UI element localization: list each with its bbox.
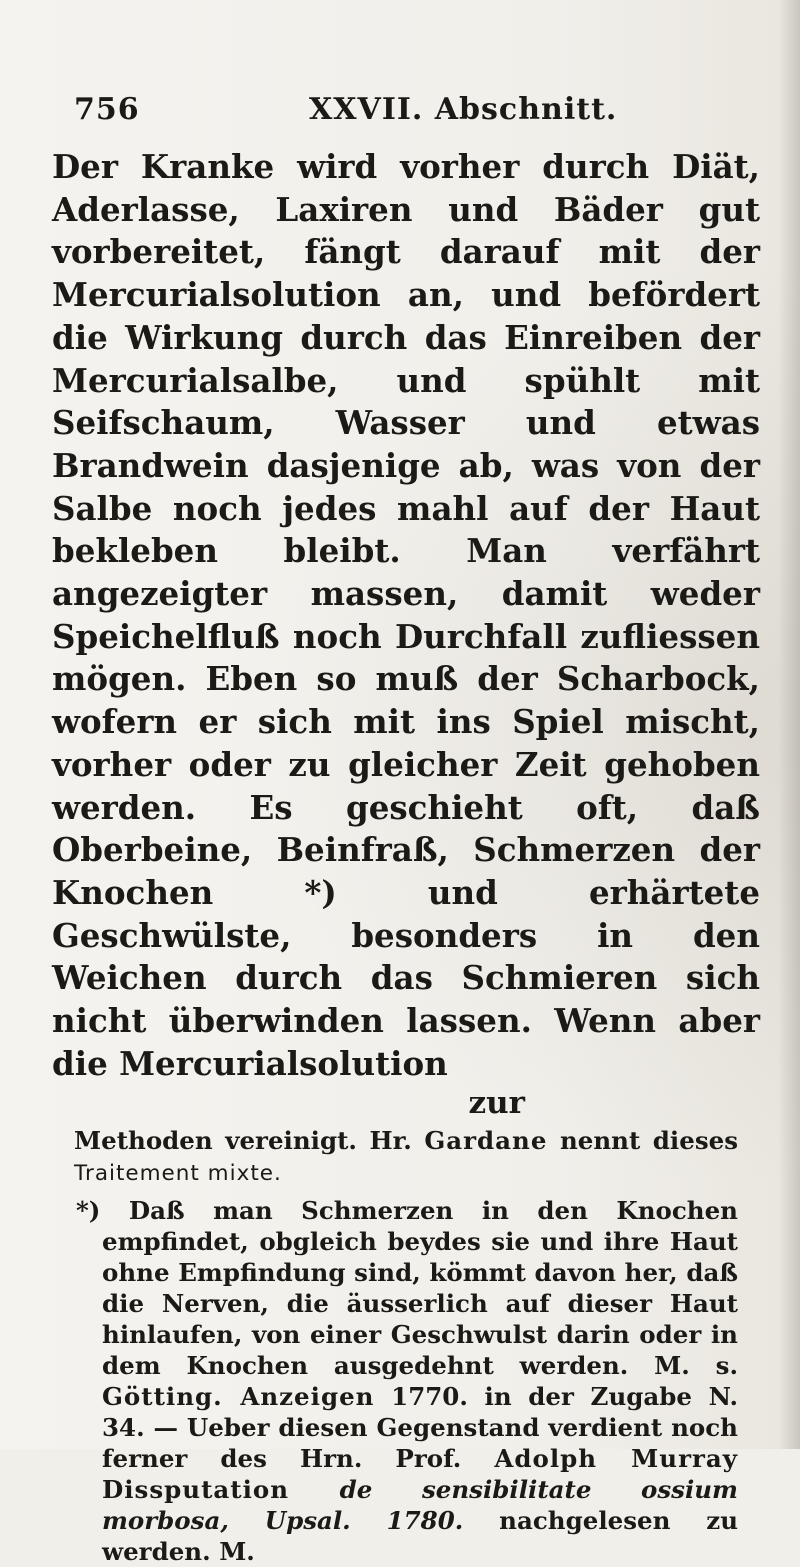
footnote-marker: *)	[76, 1196, 101, 1226]
footnote-dissertation-title: de sensibilitate ossium morbosa, Upsal. 1780.	[102, 1475, 738, 1536]
note-text-before: Methoden vereinigt. Hr.	[74, 1126, 425, 1156]
footnote-text-before: Daß man Schmerzen in den Knochen empfindet, obgleich beydes sie und ihre Haut ohne Empfindung sind, kömmt davon her, daß die Nerven, die äusserlich auf dieser Haut hinlaufen, von einer Geschwulst darin oder in dem Knochen ausgedehnt werden. M. s.	[102, 1196, 738, 1381]
chapter-title: XXVII. Abschnitt.	[309, 92, 618, 127]
footnote-closing: nachgelesen zu werden.	[102, 1506, 739, 1567]
page-number: 756	[74, 92, 140, 127]
footnote-text-dash: — Ueber diesen Gegenstand verdient noch ferner des Hrn. Prof.	[102, 1413, 738, 1474]
note-latin-term: Traitement mixte.	[74, 1161, 282, 1187]
footnote-issue-number: N. 34.	[102, 1382, 738, 1443]
footnote-journal-ref: Götting. Anzeigen	[102, 1382, 375, 1412]
note-text-middle: nennt dieses	[547, 1126, 739, 1156]
catchword: zur	[468, 1085, 525, 1122]
note-author-name: Gardane	[424, 1126, 548, 1156]
footnote-author: Adolph Murray	[494, 1444, 738, 1474]
footnote-dissertation-label: Dissputation	[102, 1475, 340, 1505]
note-continuation	[74, 1125, 738, 1189]
footnote	[74, 1195, 738, 1567]
footnote-signature: M.	[219, 1537, 255, 1567]
main-paragraph: Der Kranke wird vorher durch Diät, Aderlasse, Laxiren und Bäder gut vorbereitet, fängt darauf mit der Mercurialsolution an, und befördert die Wirkung durch das Einreiben der Mercurialsalbe, und spühlt mit Seifschaum, Wasser und etwas Brandwein dasjenige ab, was von der Salbe noch jedes mahl auf der Haut bekleben bleibt. Man verfährt angezeigter massen, damit weder Speichelfluß noch Durchfall zufliessen mögen. Eben so muß der Scharbock, wofern er sich mit ins Spiel mischt, vorher oder zu gleicher Zeit gehoben werden. Es geschieht oft, daß Oberbeine, Beinfraß, Schmerzen der Knochen *) und erhärtete Geschwülste, besonders in den Weichen durch das Schmieren sich nicht überwinden lassen. Wenn aber die Mercurialsolution	[52, 147, 760, 1083]
footnote-year-text: 1770. in der Zugabe	[374, 1382, 709, 1412]
page-edge-shadow	[778, 0, 800, 1449]
running-head	[52, 92, 760, 138]
